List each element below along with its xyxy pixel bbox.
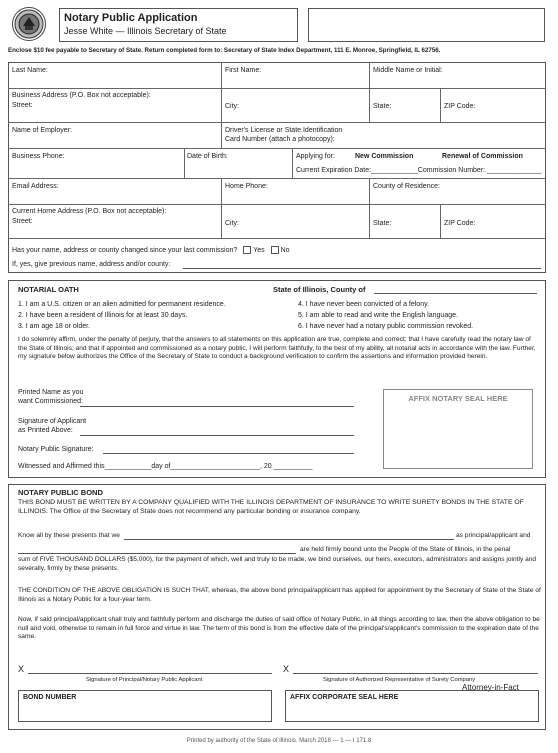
home-state-label: State: xyxy=(373,220,392,227)
county-line[interactable] xyxy=(374,293,537,294)
business-address-label: Business Address (P.O. Box not acceptable): xyxy=(12,92,151,99)
oath-item-3: 3. I am age 18 or older. xyxy=(18,323,90,330)
signature-line[interactable] xyxy=(80,435,354,436)
notary-seal-box xyxy=(383,389,533,469)
sum-text: sum of FIVE THOUSAND DOLLARS ($5,000), for the payment of which, well and truly to be made, we bind ourselves, our heirs, executors, administrators and assigns jointly and severally, firmly by these presents. xyxy=(18,556,537,572)
corporate-seal-label: AFFIX CORPORATE SEAL HERE xyxy=(290,694,399,701)
no-checkbox[interactable] xyxy=(271,246,279,254)
business-state-label: State: xyxy=(373,103,392,110)
state-seal-logo xyxy=(12,7,46,41)
last-name-label: Last Name: xyxy=(12,67,48,74)
business-zip-label: ZIP Code: xyxy=(444,103,476,110)
home-address-label: Current Home Address (P.O. Box not acceptable): xyxy=(12,208,167,215)
as-principal-label: as principal/applicant and xyxy=(456,532,531,539)
bond-heading: NOTARY PUBLIC BOND xyxy=(18,488,103,497)
signature-label-2: as Printed Above: xyxy=(18,427,73,434)
dob-label: Date of Birth: xyxy=(187,153,228,160)
previous-info-line[interactable] xyxy=(183,268,541,269)
home-zip-label: ZIP Code: xyxy=(444,220,476,227)
oath-item-2: 2. I have been a resident of Illinois for at least 30 days. xyxy=(18,312,188,319)
principal-x-mark: X xyxy=(18,664,25,674)
held-firmly-label: are held firmly bound unto the People of the State of Illinois, in the penal xyxy=(300,546,511,553)
notary-signature-line[interactable] xyxy=(103,453,354,454)
surety-signature-line[interactable] xyxy=(293,673,538,674)
bond-number-label: BOND NUMBER xyxy=(23,694,77,701)
home-phone-label: Home Phone: xyxy=(225,183,268,190)
title-box xyxy=(59,8,298,42)
witnessed-label: Witnessed and Affirmed this____________day of_______________________, 20 __________ xyxy=(18,463,313,470)
notary-signature-label: Notary Public Signature: xyxy=(18,446,94,453)
yes-checkbox[interactable] xyxy=(243,246,251,254)
surety-x-mark: X xyxy=(283,664,290,674)
home-street-label: Street: xyxy=(12,218,33,225)
business-city-label: City: xyxy=(225,103,239,110)
notary-seal-label: AFFIX NOTARY SEAL HERE xyxy=(408,394,508,403)
new-commission-option[interactable]: New Commission xyxy=(355,153,414,160)
principal-name-line[interactable] xyxy=(124,539,454,540)
county-residence-label: County of Residence: xyxy=(373,183,440,190)
enclose-instructions: Enclose $10 fee payable to Secretary of State. Return completed form to: Secretary of State Index Department, 111 E. Monroe, Springfield, IL 62756. xyxy=(8,47,441,54)
oath-paragraph: I do solemnly affirm, under the penalty of perjury, that the answers to all statements on this application are true, complete and correct; that I have carefully read the notary law of the State of Illinois; and that if appointed and commissioned as a notary public, I will perform faithfully, to the best of my ability, all notarial acts in accordance with the law. Further, my signature below authorizes the Office of the Secretary of State to conduct a background verification to confirm the assertions and information provided herein. xyxy=(18,336,536,360)
no-label: No xyxy=(280,246,290,254)
principal-signature-caption: Signature of Principal/Notary Public Applicant xyxy=(86,677,203,683)
changed-question: Has your name, address or county changed since your last commission? Yes No xyxy=(12,246,290,254)
attorney-in-fact-label: Attorney-in-Fact xyxy=(462,683,519,692)
know-all-label: Know all by these presents that we xyxy=(18,532,120,539)
bond-number-box xyxy=(18,690,272,722)
employer-label: Name of Employer: xyxy=(12,127,72,134)
first-name-label: First Name: xyxy=(225,67,262,74)
principal-signature-line[interactable] xyxy=(28,673,272,674)
previous-info-label: If, yes, give previous name, address and/or county: xyxy=(12,261,171,268)
drivers-license-label-1: Driver's License or State Identification xyxy=(225,127,343,134)
now-if-text: Now, if said principal/applicant shall truly and faithfully perform and discharge the duties of said office of Notary Public, in all things according to law, then the above obligation to be null and void, otherwise to remain in full force and virtue in law. The term of this bond is from the effective date of the principal's/applicant's commission to the expiration date of the same. xyxy=(18,616,540,640)
oath-item-6: 6. I have never had a notary public commission revoked. xyxy=(298,323,474,330)
surety-signature-caption: Signature of Authorized Representative of Surety Company xyxy=(323,677,476,683)
surety-name-line[interactable] xyxy=(18,553,296,554)
business-street-label: Street: xyxy=(12,102,33,109)
printed-name-label-1: Printed Name as you xyxy=(18,389,84,396)
printed-name-label-2: want Commissioned: xyxy=(18,398,83,405)
oath-heading: NOTARIAL OATH xyxy=(18,285,79,294)
signature-label-1: Signature of Applicant xyxy=(18,418,87,425)
renewal-option[interactable]: Renewal of Commission xyxy=(442,153,523,160)
page-subtitle: Jesse White — Illinois Secretary of State xyxy=(64,26,227,36)
page-title: Notary Public Application xyxy=(64,12,198,24)
oath-item-4: 4. I have never been convicted of a felony. xyxy=(298,301,430,308)
oath-item-5: 5. I am able to read and write the English language. xyxy=(298,312,458,319)
email-label: Email Address: xyxy=(12,183,59,190)
applying-for-label: Applying for: xyxy=(296,153,335,160)
printed-name-line[interactable] xyxy=(80,406,354,407)
office-use-box xyxy=(308,8,545,42)
state-county-label: State of Illinois, County of xyxy=(273,285,366,294)
drivers-license-label-2: Card Number (attach a photocopy): xyxy=(225,136,335,143)
condition-text: THE CONDITION OF THE ABOVE OBLIGATION IS SUCH THAT, whereas, the above bond principal/applicant has applied for appointment by the Secretary of State of the State of Illinois as a Notary Public for a four-year term. xyxy=(18,587,541,603)
business-phone-label: Business Phone: xyxy=(12,153,65,160)
footer-text: Printed by authority of the State of Illinois. March 2018 — 1 — I 171.8 xyxy=(186,738,372,744)
home-city-label: City: xyxy=(225,220,239,227)
current-expiration-label: Current Expiration Date:____________Commission Number: ______________ xyxy=(296,167,542,174)
oath-item-1: 1. I am a U.S. citizen or an alien admitted for permanent residence. xyxy=(18,301,226,308)
yes-label: Yes xyxy=(253,246,265,254)
corporate-seal-box xyxy=(285,690,539,722)
middle-name-label: Middle Name or Initial: xyxy=(373,67,443,74)
bond-intro: THIS BOND MUST BE WRITTEN BY A COMPANY QUALIFIED WITH THE ILLINOIS DEPARTMENT OF INSURANCE TO WRITE SURETY BONDS IN THE STATE OF ILLINOIS. The Office of the Secretary of State does not recommend any particular bonding or insurance company. xyxy=(18,499,524,515)
